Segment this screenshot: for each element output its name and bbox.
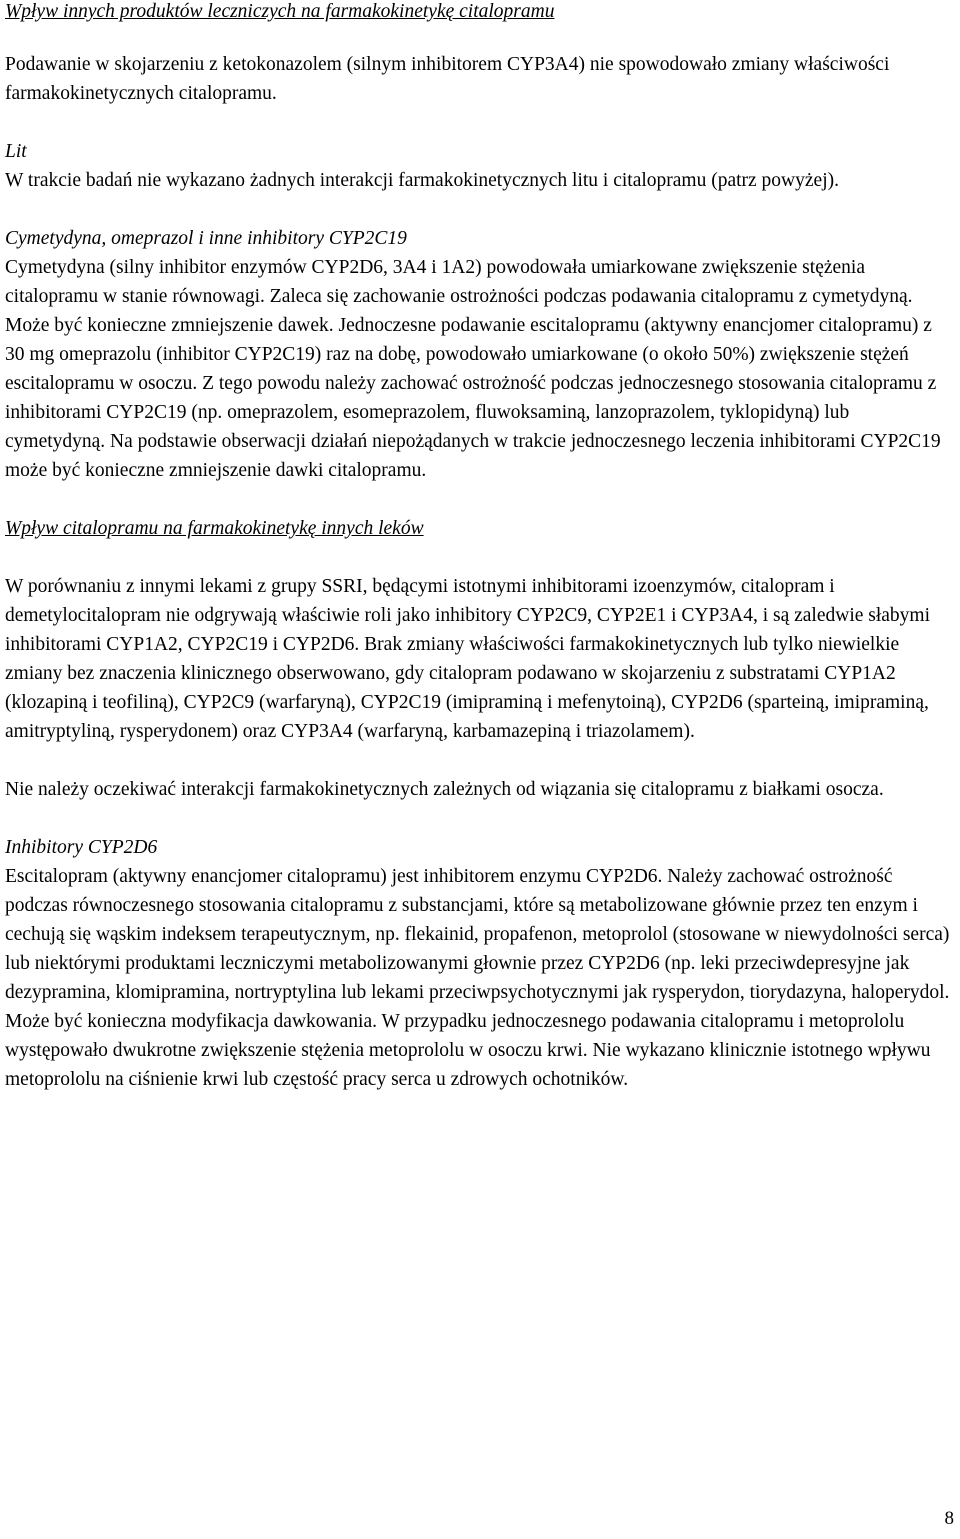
paragraph-cimetidine: Cymetydyna (silny inhibitor enzymów CYP2D6, 3A4 i 1A2) powodowała umiarkowane zwiększenie stężenia citalopramu w stanie równowagi. Zaleca się zachowanie ostrożności podczas podawania citalopramu z cymetydyną. Może być konieczne zmniejszenie dawek. Jednoczesne podawanie escitalopramu (aktywny enancjomer citalopramu) z 30 mg omeprazolu (inhibitor CYP2C19) raz na dobę, powodowało umiarkowane (o około 50%) zwiększenie stężeń escitalopramu w osoczu. Z tego powodu należy zachować ostrożność podczas jednoczesnego stosowania citalopramu z inhibitorami CYP2C19 (np. omeprazolem, esomeprazolem, fluwoksaminą, lanzoprazolem, tyklopidyną) lub cymetydyną. Na podstawie obserwacji działań niepożądanych w trakcie jednoczesnego leczenia inhibitorami CYP2C19 może być konieczne zmniejszenie dawki citalopramu. <box>5 257 941 481</box>
paragraph-lithium: W trakcie badań nie wykazano żadnych interakcji farmakokinetycznych litu i citalopramu (patrz powyżej). <box>5 170 839 191</box>
paragraph-ssri-comparison: W porównaniu z innymi lekami z grupy SSRI, będącymi istotnymi inhibitorami izoenzymów, citalopram i demetylocitalopram nie odgrywają właściwie roli jako inhibitory CYP2C9, CYP2E1 i CYP3A4, i są zaledwie słabymi inhibitorami CYP1A2, CYP2C19 i CYP2D6. Brak zmiany właściwości farmakokinetycznych lub tylko niewielkie zmiany bez znaczenia klinicznego obserwowano, gdy citalopram podawano w skojarzeniu z substratami CYP1A2 (klozapiną i teofiliną), CYP2C9 (warfaryną), CYP2C19 (imipraminą i mefenytoiną), CYP2D6 (sparteiną, imipraminą, amitryptyliną, rysperydonem) oraz CYP3A4 (warfaryną, karbamazepiną i triazolamem). <box>5 576 931 742</box>
paragraph-cyp2d6: Escitalopram (aktywny enancjomer citalopramu) jest inhibitorem enzymu CYP2D6. Należy zachować ostrożność podczas równoczesnego stosowania citalopramu z substancjami, które są metabolizowane głównie przez ten enzym i cechują się wąskim indeksem terapeutycznym, np. flekainid, propafenon, metoprolol (stosowane w niewydolności serca) lub niektórymi produktami leczniczymi metabolizowanymi głownie przez CYP2D6 (np. leki przeciwdepresyjne jak dezypramina, klomipramina, nortryptylina lub lekami przeciwpsychotycznymi jak rysperydon, tiorydazyna, haloperydol. Może być konieczna modyfikacja dawkowania. W przypadku jednoczesnego podawania citalopramu i metoprololu występowało dwukrotne zwiększenie stężenia metoprololu w osoczu krwi. Nie wykazano klinicznie istotnego wpływu metoprololu na ciśnienie krwi lub częstość pracy serca u zdrowych ochotników. <box>5 866 950 1090</box>
spacer <box>5 485 953 514</box>
subheading-lithium: Lit <box>5 141 27 162</box>
document-page <box>5 0 953 1094</box>
paragraph-ketoconazole: Podawanie w skojarzeniu z ketokonazolem (silnym inhibitorem CYP3A4) nie spowodowało zmiany właściwości farmakokinetycznych citalopramu. <box>5 54 890 104</box>
spacer <box>5 26 953 50</box>
spacer <box>5 195 953 224</box>
section-heading-citalopram-on-other-drugs: Wpływ citalopramu na farmakokinetykę innych leków <box>5 518 424 539</box>
spacer <box>5 108 953 137</box>
page-number: 8 <box>944 1508 954 1529</box>
subheading-cimetidine: Cymetydyna, omeprazol i inne inhibitory CYP2C19 <box>5 228 407 249</box>
spacer <box>5 746 953 775</box>
subheading-cyp2d6-inhibitors: Inhibitory CYP2D6 <box>5 837 158 858</box>
spacer <box>5 804 953 833</box>
paragraph-protein-binding: Nie należy oczekiwać interakcji farmakokinetycznych zależnych od wiązania się citalopramu z białkami osocza. <box>5 779 884 800</box>
spacer <box>5 543 953 572</box>
section-heading-other-drugs-on-citalopram: Wpływ innych produktów leczniczych na farmakokinetykę citalopramu <box>5 1 555 22</box>
